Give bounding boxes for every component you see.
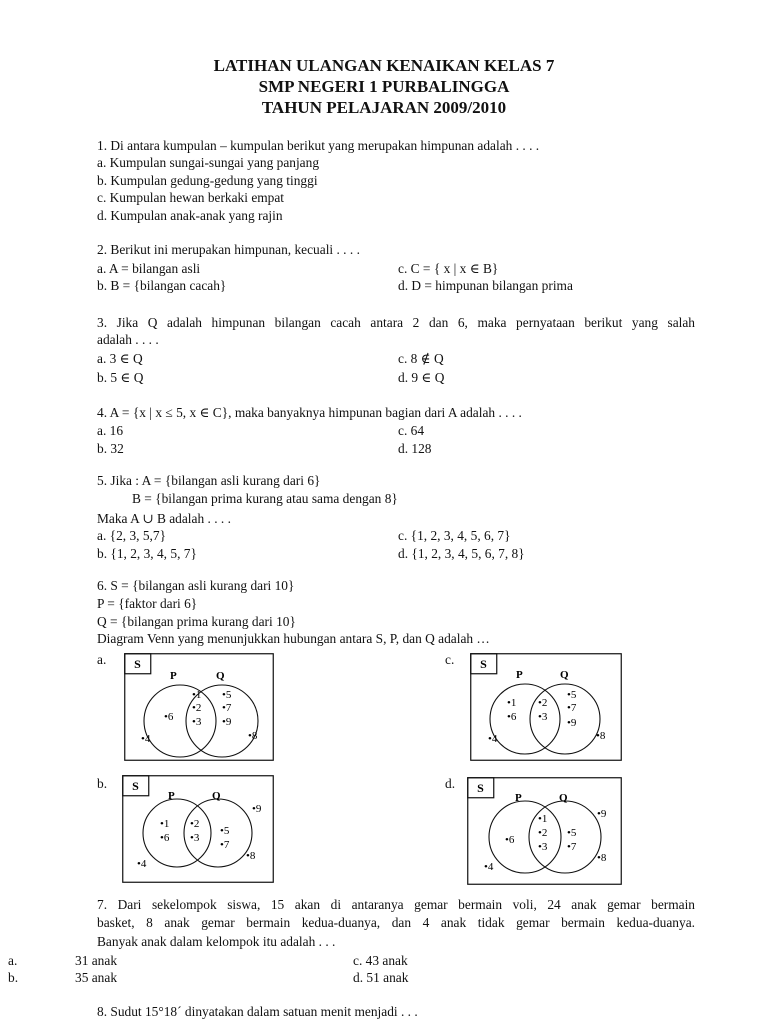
question-1-option-b: b. Kumpulan gedung-gedung yang tinggi <box>97 173 318 188</box>
question-5-option-a: a. {2, 3, 5,7} <box>97 528 167 543</box>
question-8-stem: 8. Sudut 15°18´ dinyatakan dalam satuan menit menjadi . . . <box>97 1004 418 1019</box>
venn-diagram-b <box>122 775 274 887</box>
question-4-option-a: a. 16 <box>97 423 124 438</box>
element: •2 <box>192 702 202 714</box>
question-5-stem-line3: Maka A ∪ B adalah . . . . <box>97 511 231 526</box>
school-name: SMP NEGERI 1 PURBALINGGA <box>258 77 510 96</box>
element: •2 <box>190 818 200 830</box>
element: •2 <box>538 827 548 839</box>
element: •9 <box>597 808 607 820</box>
element: •5 <box>567 827 577 839</box>
question-6-stem-line1: 6. S = {bilangan asli kurang dari 10} <box>97 578 295 593</box>
question-3-option-c: c. 8 ∉ Q <box>398 351 444 366</box>
element: •5 <box>222 689 232 701</box>
question-7-option-a-letter: a. <box>8 953 18 968</box>
question-2-option-b: b. B = {bilangan cacah} <box>97 278 227 293</box>
set-p-label: P <box>170 670 177 682</box>
element: •5 <box>220 825 230 837</box>
question-7-stem-line2: basket, 8 anak gemar bermain kedua-duanya, dan 4 anak tidak gemar bermain kedua-duanya. <box>97 915 695 930</box>
element: •4 <box>484 861 494 873</box>
set-p-circle <box>490 684 560 754</box>
element: •9 <box>567 717 577 729</box>
element: •1 <box>192 689 202 701</box>
element: •9 <box>222 716 232 728</box>
question-7-stem-line3: Banyak anak dalam kelompok itu adalah . . . <box>97 934 336 949</box>
question-6-option-b-label: b. <box>97 776 108 791</box>
question-4-option-b: b. 32 <box>97 441 124 456</box>
question-7-option-d: d. 51 anak <box>353 970 409 985</box>
set-p-circle <box>489 801 561 873</box>
element: •1 <box>160 818 170 830</box>
question-6-stem-line3: Q = {bilangan prima kurang dari 10} <box>97 614 296 629</box>
question-6-option-a-label: a. <box>97 652 107 667</box>
set-s-label: S <box>132 779 139 793</box>
question-1-option-d: d. Kumpulan anak-anak yang rajin <box>97 208 283 223</box>
set-q-label: Q <box>216 670 225 682</box>
venn-diagram-a <box>124 653 274 765</box>
question-7-stem-line1: 7. Dari sekelompok siswa, 15 akan di antaranya gemar bermain voli, 24 anak gemar bermain <box>97 897 695 912</box>
element: •8 <box>248 730 258 742</box>
element: •4 <box>141 733 151 745</box>
question-3-option-a: a. 3 ∈ Q <box>97 351 143 366</box>
question-4-stem: 4. A = {x | x ≤ 5, x ∈ C}, maka banyaknya himpunan bagian dari A adalah . . . . <box>97 405 522 420</box>
set-q-label: Q <box>560 669 569 681</box>
element: •3 <box>190 832 200 844</box>
set-p-circle <box>143 799 211 867</box>
question-5-option-c: c. {1, 2, 3, 4, 5, 6, 7} <box>398 528 511 543</box>
element: •8 <box>246 850 256 862</box>
set-p-label: P <box>168 790 175 802</box>
question-3-stem-line2: adalah . . . . <box>97 332 159 347</box>
element: •6 <box>507 711 517 723</box>
set-s-label: S <box>480 657 487 671</box>
element: •3 <box>192 716 202 728</box>
question-5-option-b: b. {1, 2, 3, 4, 5, 7} <box>97 546 197 561</box>
element: •2 <box>538 697 548 709</box>
element: •7 <box>567 841 577 853</box>
question-6-stem-line4: Diagram Venn yang menunjukkan hubungan antara S, P, dan Q adalah … <box>97 631 490 646</box>
element: •8 <box>597 852 607 864</box>
question-6-option-d-label: d. <box>445 776 456 791</box>
question-2-option-a: a. A = bilangan asli <box>97 261 201 276</box>
question-1-option-c: c. Kumpulan hewan berkaki empat <box>97 190 285 205</box>
element: •1 <box>538 813 548 825</box>
question-2-stem: 2. Berikut ini merupakan himpunan, kecuali . . . . <box>97 242 360 257</box>
set-q-label: Q <box>212 790 221 802</box>
set-s-label: S <box>477 781 484 795</box>
question-7-option-b-text: 35 anak <box>75 970 118 985</box>
question-4-option-c: c. 64 <box>398 423 425 438</box>
element: •4 <box>488 733 498 745</box>
element: •3 <box>538 841 548 853</box>
question-6-stem-line2: P = {faktor dari 6} <box>97 596 198 611</box>
venn-diagram-c <box>470 653 622 765</box>
venn-diagram-d <box>467 777 622 889</box>
question-4-option-d: d. 128 <box>398 441 432 456</box>
element: •6 <box>164 711 174 723</box>
element: •6 <box>160 832 170 844</box>
question-3-stem-line1: 3. Jika Q adalah himpunan bilangan cacah antara 2 dan 6, maka pernyataan berikut yang salah <box>97 315 695 330</box>
question-5-stem-line2: B = {bilangan prima kurang atau sama dengan 8} <box>132 491 398 506</box>
question-5-option-d: d. {1, 2, 3, 4, 5, 6, 7, 8} <box>398 546 525 561</box>
question-5-stem-line1: 5. Jika : A = {bilangan asli kurang dari 6} <box>97 473 321 488</box>
element: •7 <box>222 702 232 714</box>
question-2-option-c: c. C = { x | x ∈ B} <box>398 261 499 276</box>
question-3-option-b: b. 5 ∈ Q <box>97 370 144 385</box>
question-7-option-b-letter: b. <box>8 970 19 985</box>
question-3-option-d: d. 9 ∈ Q <box>398 370 445 385</box>
question-7-option-c: c. 43 anak <box>353 953 408 968</box>
question-2-option-d: d. D = himpunan bilangan prima <box>398 278 573 293</box>
element: •8 <box>596 730 606 742</box>
set-p-label: P <box>516 669 523 681</box>
question-1-stem: 1. Di antara kumpulan – kumpulan berikut yang merupakan himpunan adalah . . . . <box>97 138 540 153</box>
question-1-option-a: a. Kumpulan sungai-sungai yang panjang <box>97 155 320 170</box>
element: •9 <box>252 803 262 815</box>
element: •5 <box>567 689 577 701</box>
school-year: TAHUN PELAJARAN 2009/2010 <box>261 98 507 117</box>
element: •7 <box>567 702 577 714</box>
question-6-option-c-label: c. <box>445 652 455 667</box>
element: •1 <box>507 697 517 709</box>
set-p-circle <box>144 685 216 757</box>
set-p-label: P <box>515 792 522 804</box>
set-s-label: S <box>134 657 141 671</box>
doc-title: LATIHAN ULANGAN KENAIKAN KELAS 7 <box>213 56 555 75</box>
element: •7 <box>220 839 230 851</box>
question-7-option-a-text: 31 anak <box>75 953 118 968</box>
set-q-label: Q <box>559 792 568 804</box>
element: •6 <box>505 834 515 846</box>
element: •3 <box>538 711 548 723</box>
element: •4 <box>137 858 147 870</box>
